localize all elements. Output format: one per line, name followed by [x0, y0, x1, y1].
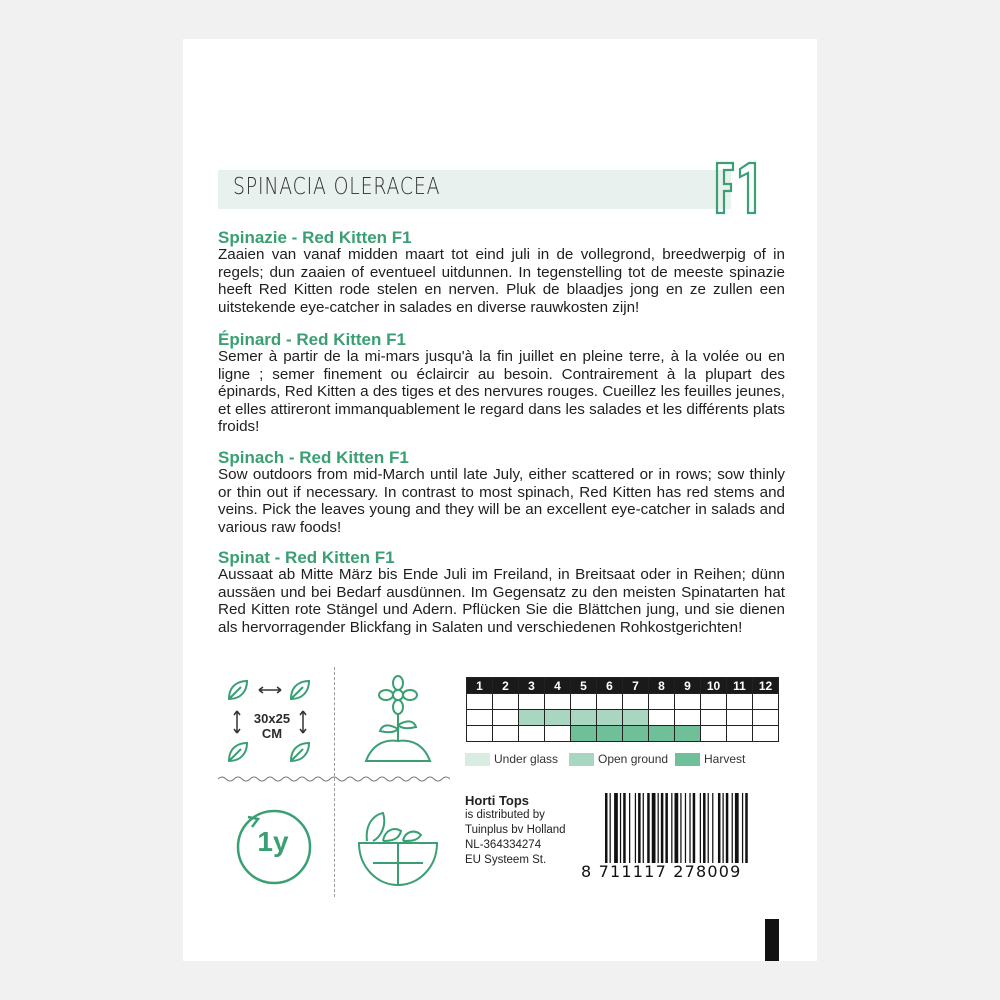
- spacing-value: 30x25: [253, 711, 291, 726]
- month-cell: 3: [519, 678, 545, 694]
- calendar-cell: [571, 726, 597, 742]
- barcode-bar: [689, 793, 690, 863]
- legend-label: Harvest: [704, 752, 746, 766]
- spacing-label: [243, 711, 301, 741]
- calendar-cell: [753, 726, 779, 742]
- month-cell: 6: [597, 678, 623, 694]
- calendar-cell: [675, 726, 701, 742]
- calendar-cell: [545, 710, 571, 726]
- calendar-cell: [727, 694, 753, 710]
- spacing-unit: CM: [261, 726, 283, 741]
- calendar-cell: [519, 694, 545, 710]
- print-mark: [765, 919, 779, 961]
- distributor-line: NL-364334274: [465, 839, 542, 851]
- calendar-cell: [545, 726, 571, 742]
- calendar-row-harvest: [467, 726, 779, 742]
- barcode-bar: [623, 793, 626, 863]
- barcode-bar: [732, 793, 733, 863]
- calendar-cell: [753, 710, 779, 726]
- section-dutch: [218, 229, 785, 316]
- brand-name: Horti Tops: [465, 793, 530, 808]
- barcode-bar: [708, 793, 709, 863]
- legend-open-ground: [569, 752, 668, 766]
- calendar-cell: [623, 694, 649, 710]
- barcode-bar: [723, 793, 724, 863]
- barcode-bar: [635, 793, 636, 863]
- month-cell: 5: [571, 678, 597, 694]
- swatch-harvest: [675, 753, 700, 766]
- month-cell: 12: [753, 678, 779, 694]
- calendar-cell: [727, 710, 753, 726]
- calendar-cell: [519, 726, 545, 742]
- calendar-cell: [753, 694, 779, 710]
- calendar-cell: [701, 694, 727, 710]
- harvest-bowl-icon: [353, 801, 443, 893]
- species-name: SPINACIA OLERACEA: [233, 174, 441, 200]
- barcode-bar: [718, 793, 721, 863]
- barcode-bar: [629, 793, 630, 863]
- distributor-info: [465, 793, 566, 868]
- barcode-bar: [726, 793, 729, 863]
- barcode-bar: [643, 793, 644, 863]
- barcode-bar: [658, 793, 659, 863]
- calendar-cell: [623, 726, 649, 742]
- calendar-cell: [493, 710, 519, 726]
- month-cell: 1: [467, 678, 493, 694]
- calendar-cell: [701, 726, 727, 742]
- month-cell: 7: [623, 678, 649, 694]
- barcode-bar: [745, 793, 748, 863]
- barcode-bar: [652, 793, 656, 863]
- calendar-row-under-glass: [467, 694, 779, 710]
- legend-under-glass: [465, 752, 558, 766]
- calendar-cell: [727, 726, 753, 742]
- swatch-open-ground: [569, 753, 594, 766]
- calendar-cell: [519, 710, 545, 726]
- calendar-cell: [649, 710, 675, 726]
- month-cell: 4: [545, 678, 571, 694]
- barcode-bar: [671, 793, 672, 863]
- barcode: [603, 793, 771, 863]
- calendar-cell: [571, 710, 597, 726]
- section-text: Sow outdoors from mid-March until late July, either scattered or in rows; sow thinly or thin out if necessary. In contrast to most spinach, Red Kitten has red stems and veins. Pick the leaves young and they will be an excellent eye-catcher in salads and various raw foods!: [218, 466, 785, 536]
- barcode-bar: [614, 793, 618, 863]
- barcode-bar: [703, 793, 706, 863]
- month-cell: 2: [493, 678, 519, 694]
- barcode-bar: [693, 793, 696, 863]
- calendar-cell: [649, 694, 675, 710]
- barcode-bar: [742, 793, 743, 863]
- legend-harvest: [675, 752, 745, 766]
- f1-badge-icon: [713, 159, 759, 217]
- calendar-cell: [467, 726, 493, 742]
- barcode-bar: [712, 793, 713, 863]
- calendar-cell: [571, 694, 597, 710]
- barcode-bar: [605, 793, 608, 863]
- barcode-number: 8 711117 278009: [581, 862, 742, 881]
- calendar-row-open-ground: [467, 710, 779, 726]
- calendar-cell: [545, 694, 571, 710]
- barcode-bar: [620, 793, 621, 863]
- barcode-bar: [665, 793, 668, 863]
- barcode-bar: [735, 793, 739, 863]
- barcode-bar: [661, 793, 664, 863]
- legend-label: Open ground: [598, 752, 669, 766]
- barcode-bar: [638, 793, 641, 863]
- barcode-bar: [675, 793, 679, 863]
- section-title: Spinach - Red Kitten F1: [218, 448, 409, 467]
- calendar-cell: [597, 694, 623, 710]
- month-cell: 8: [649, 678, 675, 694]
- month-cell: 9: [675, 678, 701, 694]
- calendar-cell: [649, 726, 675, 742]
- calendar-cell: [493, 726, 519, 742]
- calendar-cell: [597, 726, 623, 742]
- barcode-bar: [647, 793, 650, 863]
- distributor-line: is distributed by: [465, 809, 545, 821]
- calendar-cell: [701, 710, 727, 726]
- barcode-bar: [680, 793, 681, 863]
- section-text: Zaaien van vanaf midden maart tot eind juli in de vollegrond, breedwerpig of in regels; dun zaaien of eventueel uitdunnen. In tegenstelling tot de meeste spinazie heeft Red Kitten rode stelen en nerven. Pluk de blaadjes jong en ze zullen een uitstekende eye-catcher in salades en diverse rauwkosten zijn!: [218, 246, 785, 316]
- icon-divider: [334, 667, 336, 897]
- calendar-cell: [623, 710, 649, 726]
- legend-label: Under glass: [494, 752, 559, 766]
- month-cell: 11: [727, 678, 753, 694]
- calendar-cell: [675, 694, 701, 710]
- distributor-line: EU Systeem St.: [465, 854, 547, 866]
- section-title: Épinard - Red Kitten F1: [218, 330, 406, 349]
- section-title: Spinazie - Red Kitten F1: [218, 228, 412, 247]
- sowing-calendar: [466, 677, 779, 742]
- lifecycle-label: 1y: [257, 826, 289, 857]
- calendar-cell: [493, 694, 519, 710]
- sowing-depth-icon: [358, 675, 438, 767]
- calendar-cell: [675, 710, 701, 726]
- barcode-bar: [700, 793, 701, 863]
- distributor-line: Tuinplus bv Holland: [465, 824, 566, 836]
- calendar-cell: [467, 694, 493, 710]
- section-text: Aussaat ab Mitte März bis Ende Juli im Freiland, in Breitsaat oder in Reihen; dünn aussäen und bei Bedarf ausdünnen. Im Gegensatz zu den meisten Spinatarten hat Red Kitten rote Stängel und Adern. Pflücken Sie die Blättchen jung, und sie dienen als hervorragender Blickfang in Salaten und verschiedenen Rohkostgerichten!: [218, 566, 785, 636]
- section-text: Semer à partir de la mi-mars jusqu'à la fin juillet en pleine terre, à la volée ou en ligne ; semer finement ou éclaircir au besoin. Contrairement à la plupart des épinards, Red Kitten a des tiges et des nervures rouges. Cueillez les feuilles jeunes, et elles attireront immanquablement le regard dans les salades et les différents plats froids!: [218, 348, 785, 435]
- section-english: [218, 449, 785, 536]
- month-cell: 10: [701, 678, 727, 694]
- barcode-bar: [610, 793, 611, 863]
- swatch-under-glass: [465, 753, 490, 766]
- section-title: Spinat - Red Kitten F1: [218, 548, 395, 567]
- barcode-bar: [685, 793, 686, 863]
- calendar-cell: [597, 710, 623, 726]
- seed-packet-back: [183, 39, 817, 961]
- calendar-cell: [467, 710, 493, 726]
- section-french: [218, 331, 785, 436]
- calendar-month-row: [467, 678, 779, 694]
- section-german: [218, 549, 785, 636]
